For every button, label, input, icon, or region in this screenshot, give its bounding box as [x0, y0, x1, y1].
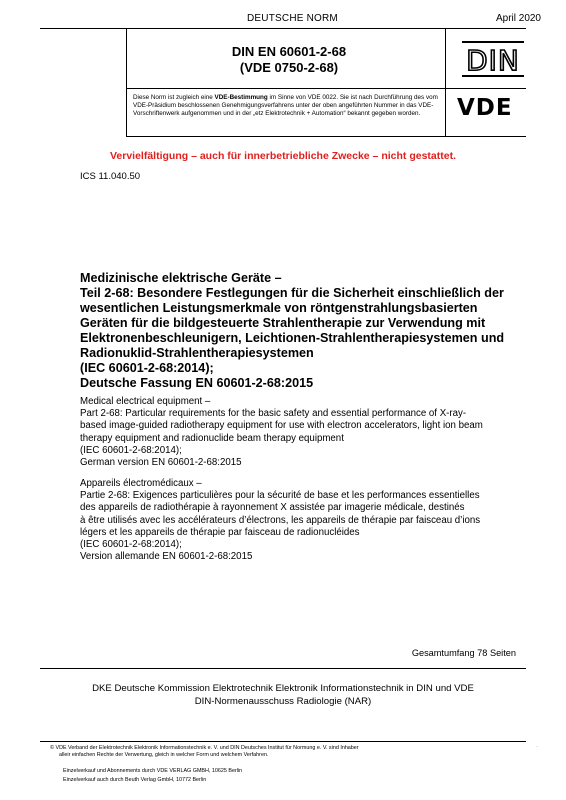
dke-line-1: DKE Deutsche Kommission Elektrotechnik Elektronik Informationstechnik in DIN und VDE [92, 683, 474, 694]
title-fr-line: (IEC 60601-2-68:2014); [80, 539, 182, 551]
footer-rule-bottom [40, 741, 526, 742]
reproduction-warning: Vervielfältigung – auch für innerbetriebliche Zwecke – nicht gestattet. [109, 150, 456, 162]
publication-date: April 2020 [495, 13, 541, 24]
title-fr-line: à être utilisés avec les accélérateurs d’électrons, les appareils de thérapie par faisceau d’ions [80, 514, 481, 526]
title-de-line: Medizinische elektrische Geräte – [80, 271, 282, 285]
norm-label: DEUTSCHE NORM [247, 13, 338, 24]
title-en-line: German version EN 60601-2-68:2015 [80, 457, 242, 469]
copyright-line-1: © VDE Verband der Elektrotechnik Elektronik Informationstechnik e. V. und DIN Deutsches Institut für Normung e. V. sind Inhaber [50, 745, 359, 751]
note-rest: im Sinne von VDE 0022. Sie ist nach Durchführung des vom VDE-Präsidium beschlossenen Genehmigungsverfahrens unter der oben angeführten Nummer in das VDE-Vorschriftenwerk aufgenommen und in der „etz Elektrotechnik + Automation“ bekannt gegeben worden. [133, 94, 438, 118]
title-fr-line: Version allemande EN 60601-2-68:2015 [80, 551, 253, 563]
din-logo [460, 40, 526, 78]
sales-info [63, 767, 242, 785]
document-number-block [140, 44, 438, 76]
title-de-line: Radionuklid-Strahlentherapiesystemen [80, 346, 314, 360]
din-logo-text: DIN [466, 44, 520, 77]
title-fr-line: Partie 2-68: Exigences particulières pour la sécurité de base et les performances essentielles [80, 490, 480, 502]
sales-line-1: Einzelverkauf und Abonnements durch VDE VERLAG GMBH, 10625 Berlin [63, 768, 243, 774]
document-number: DIN EN 60601-2-68 [231, 44, 347, 59]
dke-line-2: DIN-Normenausschuss Radiologie (NAR) [194, 695, 372, 707]
title-de-line: Deutsche Fassung EN 60601-2-68:2015 [80, 376, 314, 390]
vde-logo: VDE [457, 95, 513, 121]
total-pages: Gesamtumfang 78 Seiten [411, 648, 516, 658]
sales-line-2: Einzelverkauf auch durch Beuth Verlag GmbH, 10772 Berlin [63, 777, 207, 783]
title-de-line: Teil 2-68: Besondere Festlegungen für die Sicherheit einschließlich der [80, 286, 504, 300]
title-de-line: wesentlichen Leistungsmerkmale von röntgenstrahlungsbasierten [80, 301, 478, 315]
title-french [80, 478, 540, 563]
title-en-line: Medical electrical equipment – [80, 396, 211, 407]
vde-number: (VDE 0750-2-68) [239, 60, 339, 75]
vde-note [133, 94, 439, 119]
title-fr-line: Appareils électromédicaux – [80, 478, 202, 489]
header-rule [40, 28, 526, 29]
title-fr-line: légers et les appareils de thérapie par faisceau de radionucléides [80, 526, 360, 538]
box-rule-bottom [126, 136, 526, 137]
title-en-line: (IEC 60601-2-68:2014); [80, 444, 182, 456]
title-fr-line: des appareils de radiothérapie à rayonnement X assistée par imagerie médicale, destinés [80, 502, 465, 514]
copyright-notice [50, 745, 520, 759]
title-en-line: Part 2-68: Particular requirements for the basic safety and essential performance of X-ray- [80, 408, 467, 420]
copyright-line-2: alleir einfachen Rechte der Verwertung, gleich in welcher Form und welchem Verfahren. [59, 752, 269, 758]
footer-rule-top [40, 668, 526, 669]
note-bold: VDE-Bestimmung [214, 94, 268, 101]
note-prefix: Diese Norm ist zugleich eine [133, 94, 215, 101]
dke-committee [40, 683, 526, 708]
box-rule-middle [126, 88, 526, 89]
box-left-divider [126, 28, 127, 136]
title-en-line: therapy equipment and radionuclide beam therapy equipment [80, 432, 344, 444]
title-german [80, 271, 540, 391]
title-de-line: (IEC 60601-2-68:2014); [80, 361, 214, 375]
box-right-divider [445, 28, 446, 136]
ics-code: ICS 11.040.50 [80, 171, 141, 182]
corner-mark: · [536, 744, 538, 750]
title-de-line: Elektronenbeschleunigern, Leichtionen-Strahlentherapiesystemen und [80, 331, 505, 345]
title-english [80, 396, 540, 469]
title-en-line: based image-guided radiotherapy equipment for use with electron accelerators, light ion beam [80, 420, 483, 432]
title-de-line: Geräten für die bildgesteuerte Strahlentherapie zur Verwendung mit [80, 316, 486, 330]
